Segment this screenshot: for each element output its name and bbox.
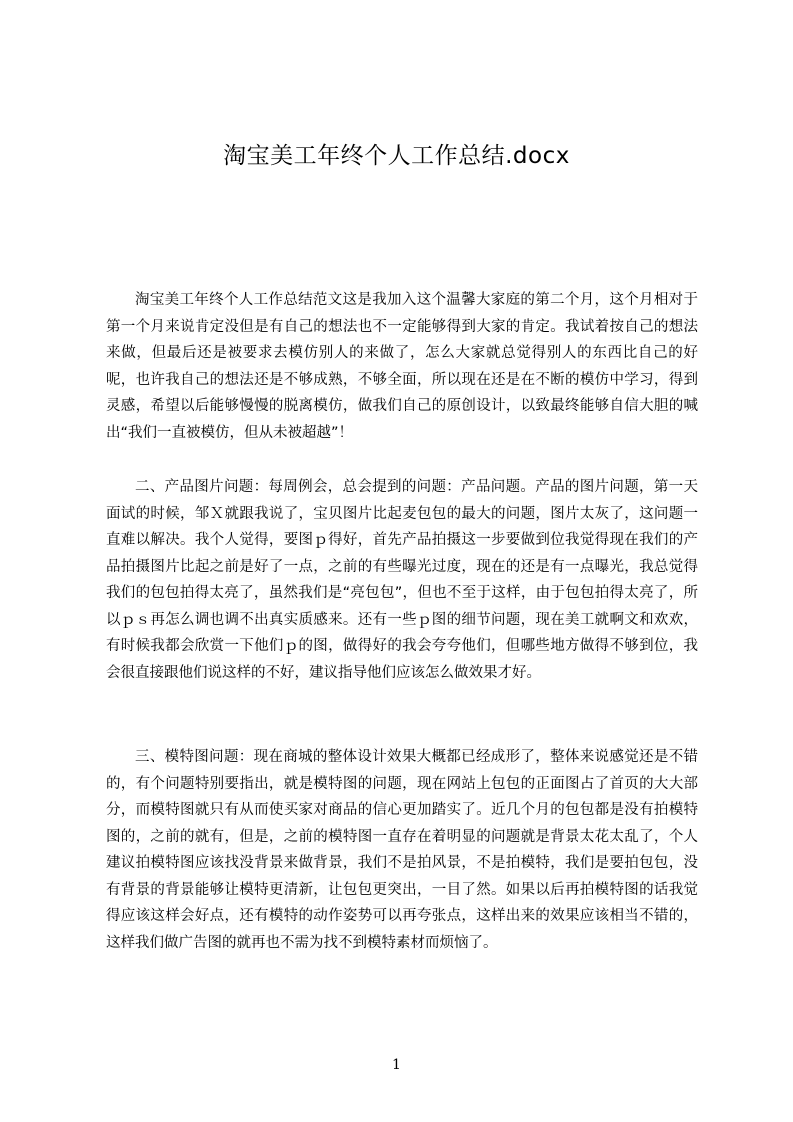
paragraph-product-images: 二、产品图片问题：每周例会，总会提到的问题：产品问题。产品的图片问题，第一天面试的时候，邹Ｘ就跟我说了，宝贝图片比起麦包包的最大的问题，图片太灰了，这问题一直难以解决。我个人觉得，要图ｐ得好，首先产品拍摄这一步要做到位我觉得现在我们的产品拍摄图片比起之前是好了一点，之前的有些曝光过度，现在的还是有一点曝光，我总觉得我们的包包拍得太亮了，虽然我们是“亮包包”，但也不至于这样，由于包包拍得太亮了，所以ｐｓ再怎么调也调不出真实质感来。还有一些ｐ图的细节问题，现在美工就啊文和欢欢，有时候我都会欣赏一下他们ｐ的图，做得好的我会夸夸他们，但哪些地方做得不够到位，我会很直接跟他们说这样的不好，建议指导他们应该怎么做效果才好。 — [106, 479, 698, 681]
document-title: 淘宝美工年终个人工作总结.docx — [223, 143, 570, 169]
paragraph-model-images: 三、模特图问题：现在商城的整体设计效果大概都已经成形了，整体来说感觉还是不错的，有个问题特别要指出，就是模特图的问题，现在网站上包包的正面图占了首页的大大部分，而模特图就只有从而使买家对商品的信心更加踏实了。近几个月的包包都是没有拍模特图的，之前的就有，但是，之前的模特图一直存在着明显的问题就是背景太花太乱了，个人建议拍模特图应该找没背景来做背景，我们不是拍风景，不是拍模特，我们是要拍包包，没有背景的背景能够让模特更清新，让包包更突出，一目了然。如果以后再拍模特图的话我觉得应该这样会好点，还有模特的动作姿势可以再夸张点，这样出来的效果应该相当不错的，这样我们做广告图的就再也不需为找不到模特素材而烦恼了。 — [106, 749, 698, 951]
paragraph-intro: 淘宝美工年终个人工作总结范文这是我加入这个温馨大家庭的第二个月，这个月相对于第一个月来说肯定没但是有自己的想法也不一定能够得到大家的肯定。我试着按自己的想法来做，但最后还是被要求去模仿别人的来做了，怎么大家就总觉得别人的东西比自己的好呢，也许我自己的想法还是不够成熟，不够全面，所以现在还是在不断的模仿中学习，得到灵感，希望以后能够慢慢的脱离模仿，做我们自己的原创设计，以致最终能够自信大胆的喊出“我们一直被模仿，但从未被超越”！ — [106, 292, 698, 441]
page-number: 1 — [392, 1057, 401, 1073]
